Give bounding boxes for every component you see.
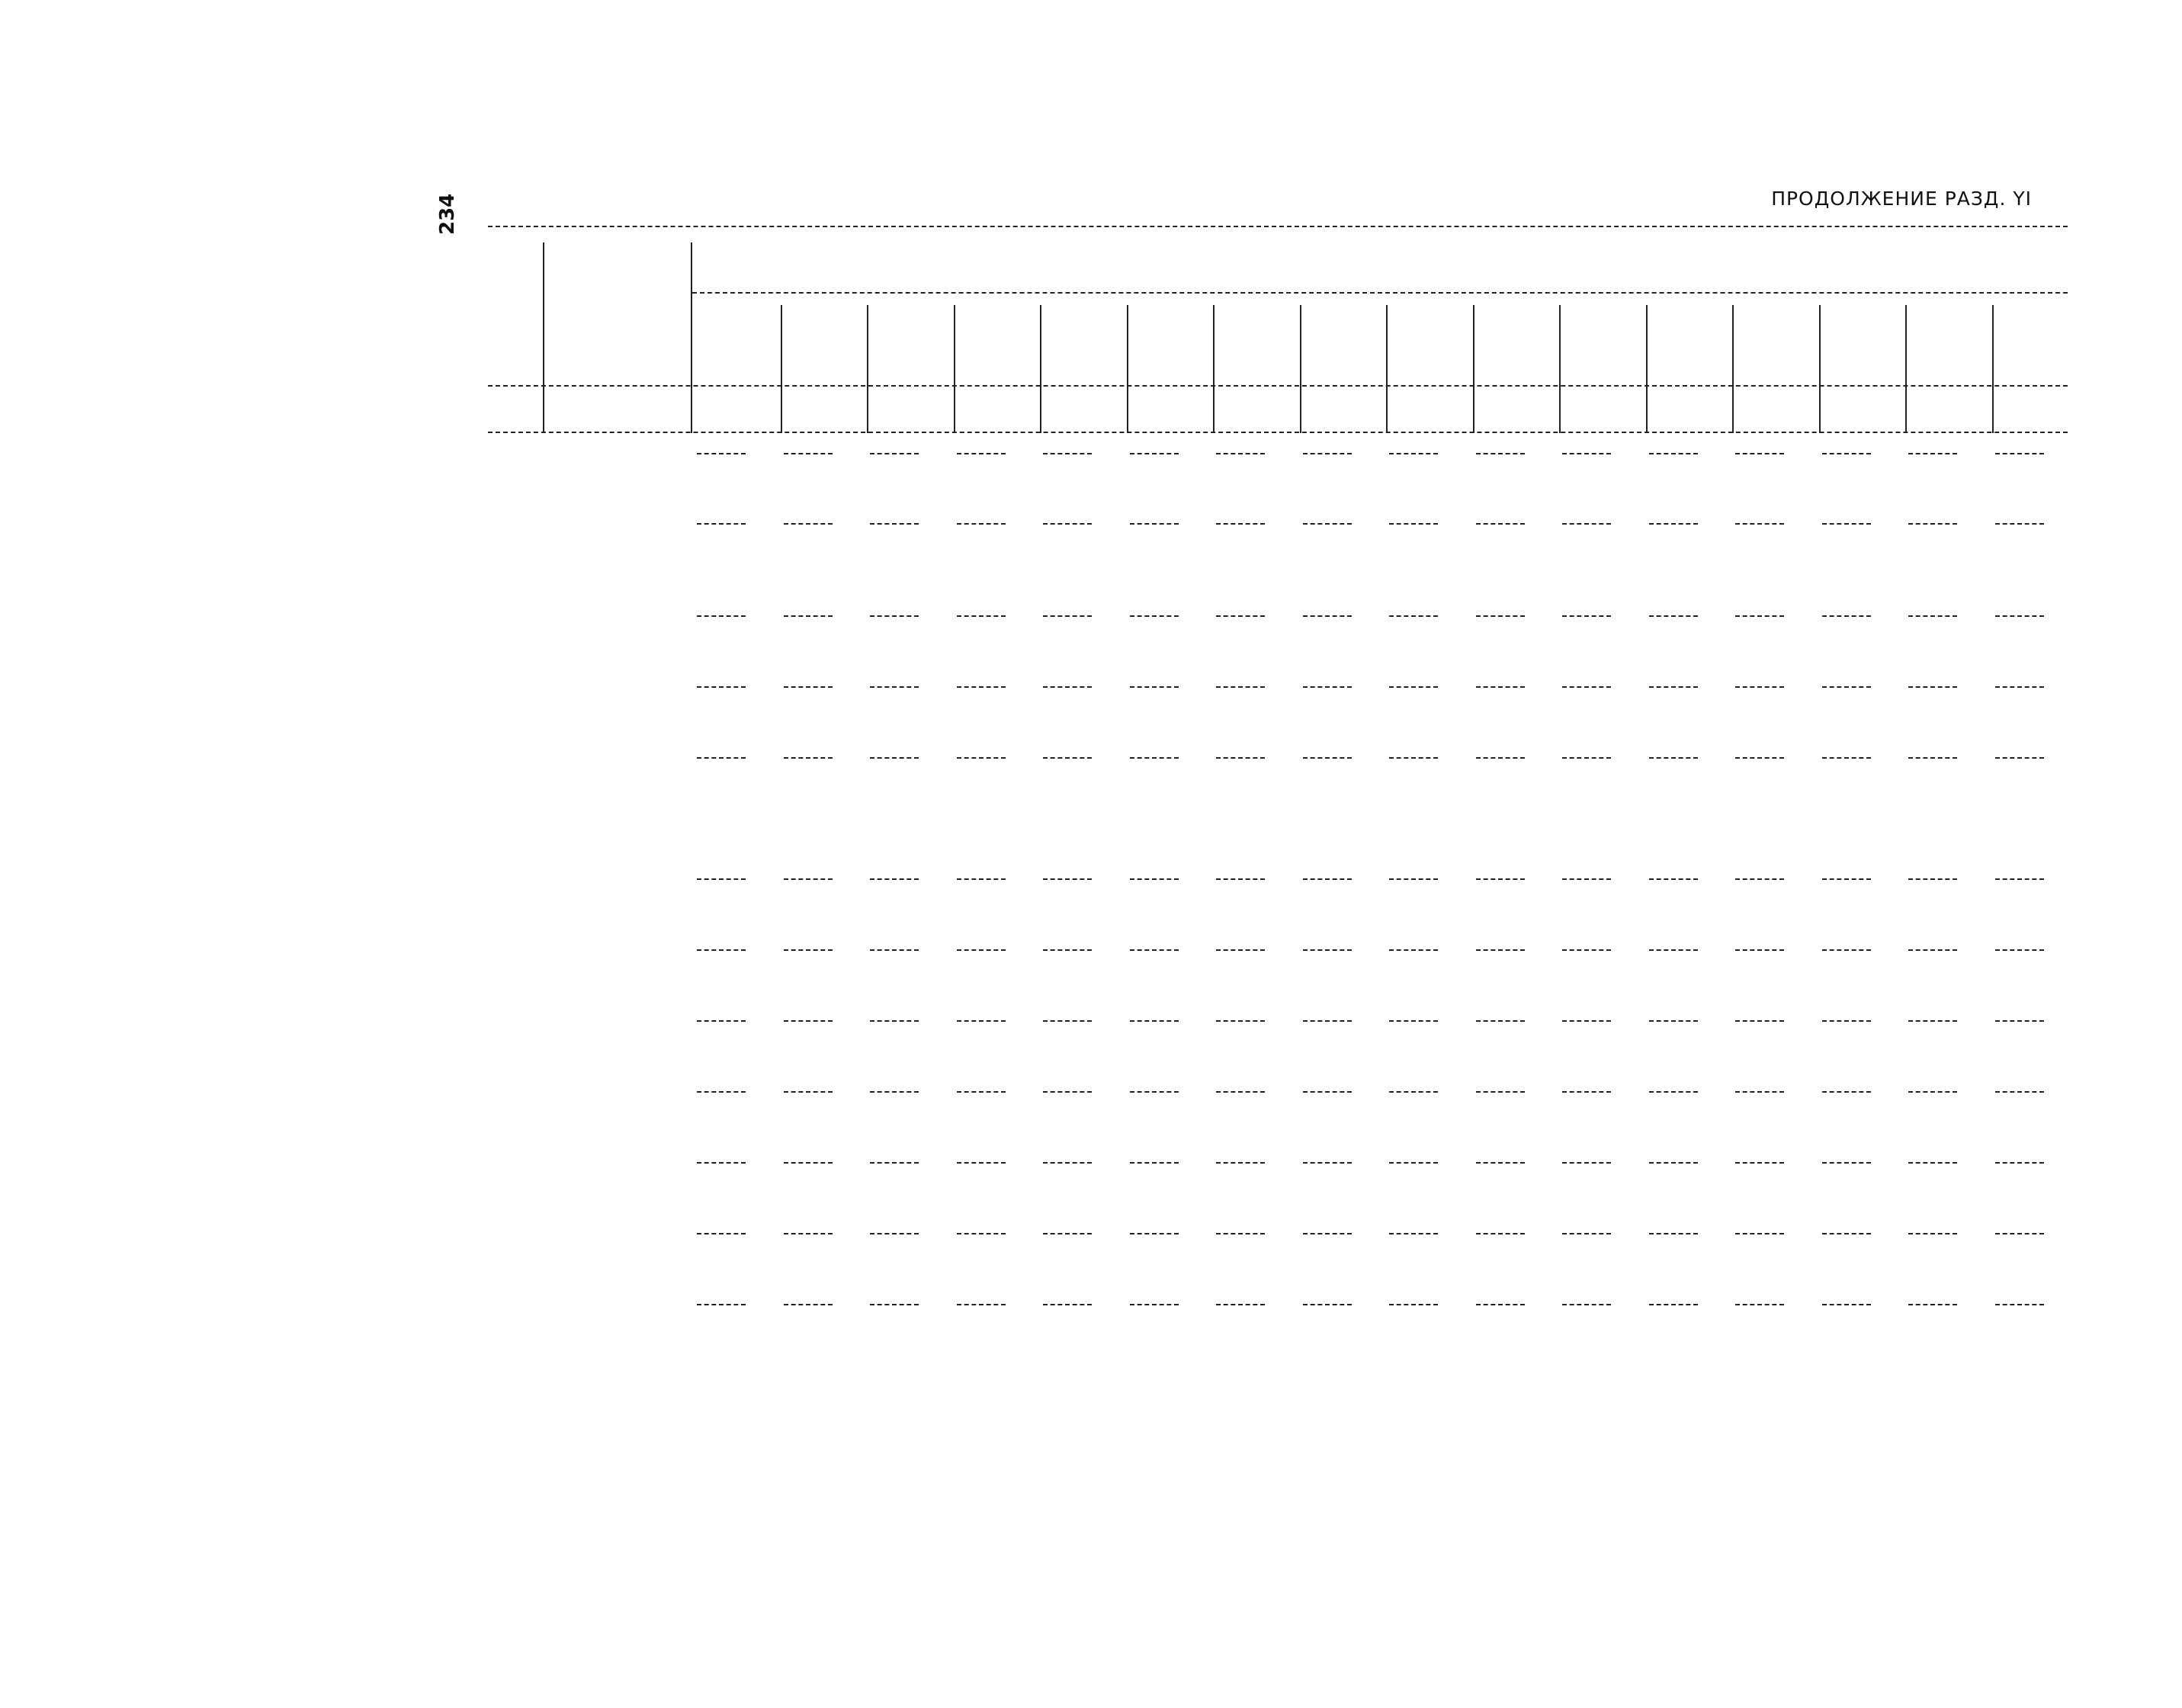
fraction-bar <box>784 878 833 880</box>
fraction-bar <box>957 878 1006 880</box>
fraction-bar <box>1822 949 1871 951</box>
fraction-bar <box>1735 523 1784 525</box>
fraction-bar <box>1389 1091 1438 1093</box>
fraction-bar <box>1649 757 1698 759</box>
fraction-bar <box>870 949 919 951</box>
fraction-bar <box>1562 1020 1611 1022</box>
fraction-bar <box>1043 523 1092 525</box>
fraction-bar <box>1216 686 1265 688</box>
fraction-bar <box>697 1020 746 1022</box>
fraction-bar <box>697 1233 746 1234</box>
separator-region <box>954 305 955 433</box>
group-title-rule <box>692 292 2068 294</box>
fraction-bar <box>1303 523 1352 525</box>
section-continuation-title: ПРОДОЛЖЕНИЕ РАЗД. YI <box>1771 188 2032 210</box>
fraction-bar <box>1216 1233 1265 1234</box>
fraction-bar <box>1995 878 2044 880</box>
fraction-bar <box>1908 878 1957 880</box>
fraction-bar <box>1043 1162 1092 1164</box>
fraction-bar <box>1130 1020 1179 1022</box>
fraction-bar <box>1130 1304 1179 1305</box>
fraction-bar <box>870 757 919 759</box>
fraction-bar <box>1043 1233 1092 1234</box>
fraction-bar <box>870 1162 919 1164</box>
fraction-bar <box>1303 686 1352 688</box>
fraction-bar <box>1389 1233 1438 1234</box>
fraction-bar <box>1562 686 1611 688</box>
fraction-bar <box>1735 1020 1784 1022</box>
fraction-bar <box>1476 615 1525 617</box>
fraction-bar <box>1216 1091 1265 1093</box>
fraction-bar <box>1649 1162 1698 1164</box>
fraction-bar <box>1995 757 2044 759</box>
fraction-bar <box>1389 615 1438 617</box>
fraction-bar <box>1908 1091 1957 1093</box>
fraction-bar <box>1908 1304 1957 1305</box>
fraction-bar <box>1562 878 1611 880</box>
fraction-bar <box>1562 453 1611 454</box>
fraction-bar <box>957 615 1006 617</box>
fraction-bar <box>1649 523 1698 525</box>
fraction-bar <box>784 1304 833 1305</box>
fraction-bar <box>1130 686 1179 688</box>
fraction-bar <box>784 615 833 617</box>
fraction-bar <box>1995 615 2044 617</box>
fraction-bar <box>1822 1304 1871 1305</box>
fraction-bar <box>1130 757 1179 759</box>
fraction-bar <box>1389 757 1438 759</box>
fraction-bar <box>1562 1304 1611 1305</box>
fraction-bar <box>1822 1020 1871 1022</box>
fraction-bar <box>1216 523 1265 525</box>
fraction-bar <box>1476 453 1525 454</box>
fraction-bar <box>1216 878 1265 880</box>
fraction-bar <box>1995 523 2044 525</box>
fraction-bar <box>697 1304 746 1305</box>
fraction-bar <box>870 686 919 688</box>
fraction-bar <box>1303 949 1352 951</box>
fraction-bar <box>1822 1162 1871 1164</box>
fraction-bar <box>1995 453 2044 454</box>
fraction-bar <box>1562 757 1611 759</box>
fraction-bar <box>1303 1020 1352 1022</box>
fraction-bar <box>697 949 746 951</box>
fraction-bar <box>1908 1020 1957 1022</box>
fraction-bar <box>784 1162 833 1164</box>
fraction-bar <box>1735 1304 1784 1305</box>
fraction-bar <box>1908 949 1957 951</box>
fraction-bar <box>1130 523 1179 525</box>
fraction-bar <box>1476 949 1525 951</box>
fraction-bar <box>1822 757 1871 759</box>
fraction-bar <box>1303 1162 1352 1164</box>
fraction-bar <box>1822 1233 1871 1234</box>
fraction-bar <box>1476 757 1525 759</box>
fraction-bar <box>1130 615 1179 617</box>
fraction-bar <box>1389 453 1438 454</box>
fraction-bar <box>1389 1162 1438 1164</box>
fraction-bar <box>784 757 833 759</box>
separator-region <box>1040 305 1041 433</box>
fraction-bar <box>957 453 1006 454</box>
separator-region <box>1905 305 1907 433</box>
fraction-bar <box>870 453 919 454</box>
fraction-bar <box>1389 949 1438 951</box>
fraction-bar <box>1995 1020 2044 1022</box>
fraction-bar <box>784 453 833 454</box>
fraction-bar <box>1735 949 1784 951</box>
separator-region <box>1992 305 1994 433</box>
fraction-bar <box>1649 878 1698 880</box>
separator-region <box>781 305 782 433</box>
fraction-bar <box>1649 1233 1698 1234</box>
fraction-bar <box>1043 878 1092 880</box>
fraction-bar <box>870 1091 919 1093</box>
fraction-bar <box>1649 949 1698 951</box>
separator-region <box>1213 305 1215 433</box>
fraction-bar <box>1303 1091 1352 1093</box>
fraction-bar <box>957 1020 1006 1022</box>
fraction-bar <box>1130 1162 1179 1164</box>
table-top-rule <box>488 226 2068 227</box>
fraction-bar <box>1476 1233 1525 1234</box>
separator-code <box>691 242 692 433</box>
fraction-bar <box>784 1091 833 1093</box>
fraction-bar <box>1995 1304 2044 1305</box>
fraction-bar <box>1043 1020 1092 1022</box>
fraction-bar <box>1822 523 1871 525</box>
fraction-bar <box>1476 878 1525 880</box>
separator-region <box>1473 305 1474 433</box>
fraction-bar <box>1649 1020 1698 1022</box>
fraction-bar <box>1216 1020 1265 1022</box>
fraction-bar <box>1130 878 1179 880</box>
fraction-bar <box>1476 1091 1525 1093</box>
fraction-bar <box>1735 686 1784 688</box>
fraction-bar <box>1735 1233 1784 1234</box>
fraction-bar <box>1303 757 1352 759</box>
fraction-bar <box>697 686 746 688</box>
fraction-bar <box>784 523 833 525</box>
fraction-bar <box>784 686 833 688</box>
fraction-bar <box>1995 1162 2044 1164</box>
fraction-bar <box>1995 1091 2044 1093</box>
fraction-bar <box>1562 615 1611 617</box>
separator-region <box>1819 305 1821 433</box>
fraction-bar <box>1303 453 1352 454</box>
fraction-bar <box>870 1304 919 1305</box>
fraction-bar <box>1908 1162 1957 1164</box>
fraction-bar <box>1649 615 1698 617</box>
fraction-bar <box>1389 523 1438 525</box>
fraction-bar <box>1562 1091 1611 1093</box>
fraction-bar <box>1216 1304 1265 1305</box>
fraction-bar <box>1043 686 1092 688</box>
fraction-bar <box>1389 686 1438 688</box>
fraction-bar <box>697 453 746 454</box>
fraction-bar <box>697 1162 746 1164</box>
fraction-bar <box>957 1162 1006 1164</box>
fraction-bar <box>784 1020 833 1022</box>
fraction-bar <box>1649 453 1698 454</box>
separator-region <box>867 305 868 433</box>
fraction-bar <box>1389 1020 1438 1022</box>
fraction-bar <box>1995 686 2044 688</box>
fraction-bar <box>957 686 1006 688</box>
separator-region <box>1127 305 1128 433</box>
separator-n <box>543 242 544 433</box>
fraction-bar <box>1908 686 1957 688</box>
separator-region <box>1559 305 1561 433</box>
fraction-bar <box>1043 615 1092 617</box>
fraction-bar <box>1043 949 1092 951</box>
fraction-bar <box>957 523 1006 525</box>
fraction-bar <box>957 1091 1006 1093</box>
fraction-bar <box>1130 949 1179 951</box>
fraction-bar <box>1303 878 1352 880</box>
fraction-bar <box>1649 686 1698 688</box>
fraction-bar <box>1303 1304 1352 1305</box>
fraction-bar <box>1908 1233 1957 1234</box>
fraction-bar <box>1389 1304 1438 1305</box>
fraction-bar <box>1822 615 1871 617</box>
fraction-bar <box>870 878 919 880</box>
fraction-bar <box>1043 453 1092 454</box>
fraction-bar <box>1130 453 1179 454</box>
fraction-bar <box>1822 686 1871 688</box>
separator-region <box>1386 305 1388 433</box>
fraction-bar <box>957 949 1006 951</box>
fraction-bar <box>1043 1304 1092 1305</box>
fraction-bar <box>1908 453 1957 454</box>
fraction-bar <box>697 878 746 880</box>
fraction-bar <box>697 1091 746 1093</box>
fraction-bar <box>1303 615 1352 617</box>
separator-region <box>1646 305 1648 433</box>
fraction-bar <box>1995 949 2044 951</box>
separator-region <box>1300 305 1301 433</box>
fraction-bar <box>1476 1304 1525 1305</box>
fraction-bar <box>1735 878 1784 880</box>
fraction-bar <box>1216 1162 1265 1164</box>
fraction-bar <box>1908 615 1957 617</box>
fraction-bar <box>1562 1233 1611 1234</box>
fraction-bar <box>957 1304 1006 1305</box>
fraction-bar <box>1303 1233 1352 1234</box>
fraction-bar <box>1562 949 1611 951</box>
column-number-rule <box>488 432 2068 433</box>
fraction-bar <box>1649 1091 1698 1093</box>
fraction-bar <box>1735 1162 1784 1164</box>
fraction-bar <box>870 1020 919 1022</box>
fraction-bar <box>697 523 746 525</box>
fraction-bar <box>1995 1233 2044 1234</box>
fraction-bar <box>784 1233 833 1234</box>
fraction-bar <box>1476 686 1525 688</box>
fraction-bar <box>870 615 919 617</box>
fraction-bar <box>1216 615 1265 617</box>
fraction-bar <box>1043 757 1092 759</box>
fraction-bar <box>1216 949 1265 951</box>
fraction-bar <box>1908 523 1957 525</box>
fraction-bar <box>1822 453 1871 454</box>
fraction-bar <box>784 949 833 951</box>
fraction-bar <box>1476 523 1525 525</box>
fraction-bar <box>870 523 919 525</box>
fraction-bar <box>957 757 1006 759</box>
fraction-bar <box>1735 453 1784 454</box>
fraction-bar <box>1389 878 1438 880</box>
fraction-bar <box>1822 878 1871 880</box>
header-bottom-rule <box>488 385 2068 387</box>
fraction-bar <box>1562 1162 1611 1164</box>
fraction-bar <box>1649 1304 1698 1305</box>
fraction-bar <box>1216 453 1265 454</box>
fraction-bar <box>1735 615 1784 617</box>
fraction-bar <box>1476 1162 1525 1164</box>
fraction-bar <box>1562 523 1611 525</box>
fraction-bar <box>957 1233 1006 1234</box>
fraction-bar <box>1130 1091 1179 1093</box>
fraction-bar <box>1476 1020 1525 1022</box>
fraction-bar <box>1043 1091 1092 1093</box>
fraction-bar <box>697 757 746 759</box>
fraction-bar <box>870 1233 919 1234</box>
fraction-bar <box>1130 1233 1179 1234</box>
fraction-bar <box>1735 1091 1784 1093</box>
fraction-bar <box>1822 1091 1871 1093</box>
fraction-bar <box>1735 757 1784 759</box>
fraction-bar <box>697 615 746 617</box>
fraction-bar <box>1908 757 1957 759</box>
separator-region <box>1732 305 1734 433</box>
fraction-bar <box>1216 757 1265 759</box>
page-number: 234 <box>436 193 459 235</box>
